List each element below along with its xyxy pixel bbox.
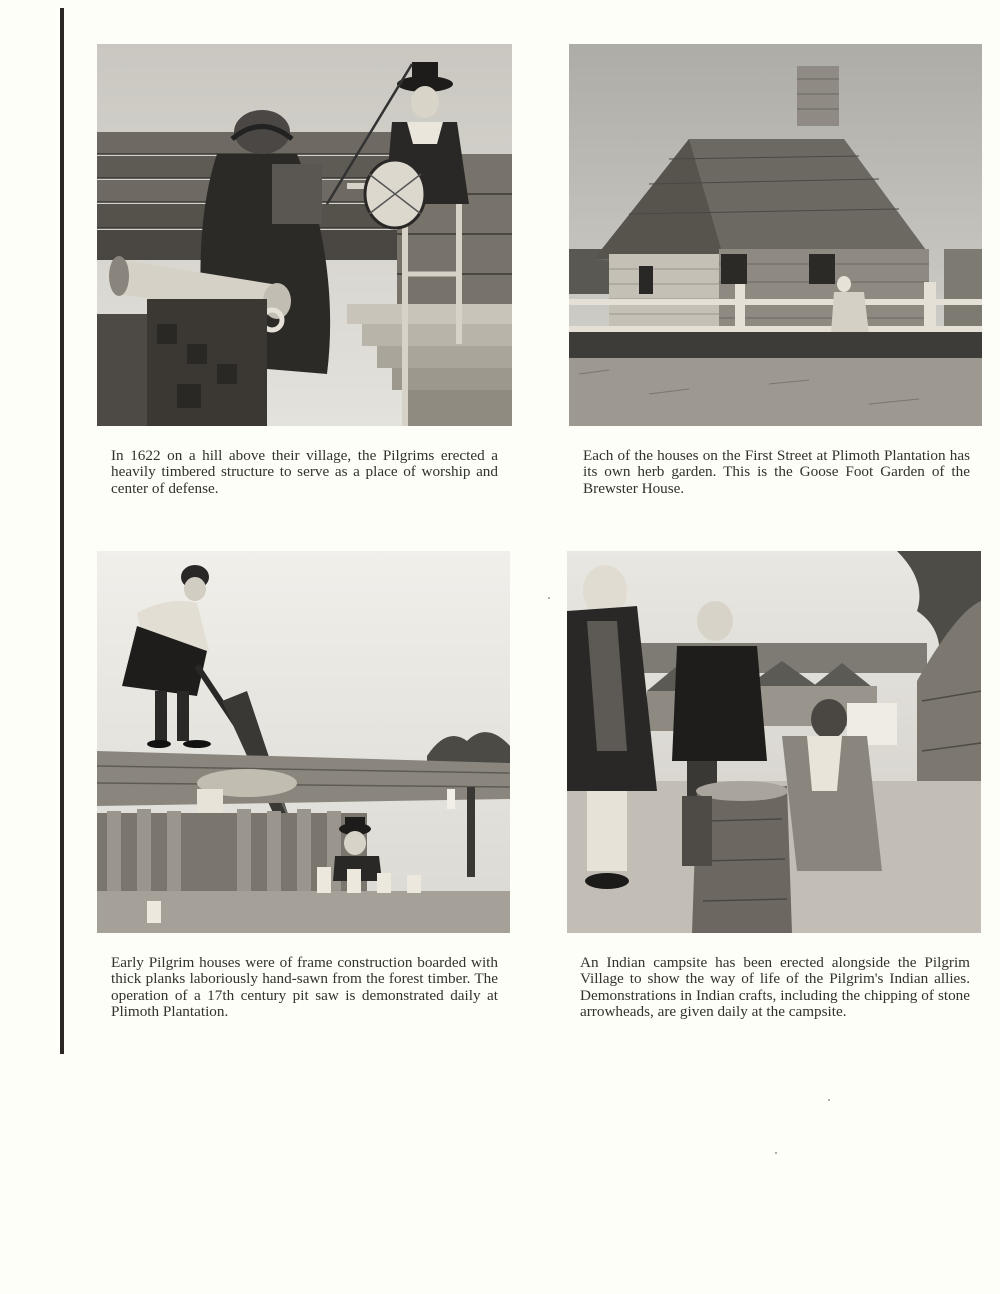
photo-pit-saw bbox=[97, 551, 510, 933]
house-photo-illustration bbox=[569, 44, 982, 426]
photo-fort-meetinghouse bbox=[97, 44, 512, 426]
paper-speck bbox=[775, 1152, 777, 1154]
campsite-photo-illustration bbox=[567, 551, 981, 933]
caption-brewster-house: Each of the houses on the First Street at Plimoth Plantation has its own herb garden. This is the Goose Foot Garden of the Brewster House. bbox=[583, 447, 970, 497]
caption-indian-campsite: An Indian campsite has been erected alongside the Pilgrim Village to show the way of life of the Pilgrim's Indian allies. Demonstrations in Indian crafts, including the chipping of stone arrowheads, are given daily at the campsite. bbox=[580, 954, 970, 1021]
caption-pit-saw: Early Pilgrim houses were of frame construction boarded with thick planks laboriously hand-sawn from the forest timber. The operation of a 17th century pit saw is demonstrated daily at Plimoth Plantation. bbox=[111, 954, 498, 1021]
paper-speck bbox=[548, 597, 550, 599]
fort-photo-illustration bbox=[97, 44, 512, 426]
paper-speck bbox=[828, 1099, 830, 1101]
photo-indian-campsite bbox=[567, 551, 981, 933]
pit-saw-photo-illustration bbox=[97, 551, 510, 933]
photo-brewster-house bbox=[569, 44, 982, 426]
binding-edge bbox=[60, 8, 64, 1054]
caption-fort: In 1622 on a hill above their village, the Pilgrims erected a heavily timbered structure to serve as a place of worship and center of defense. bbox=[111, 447, 498, 497]
